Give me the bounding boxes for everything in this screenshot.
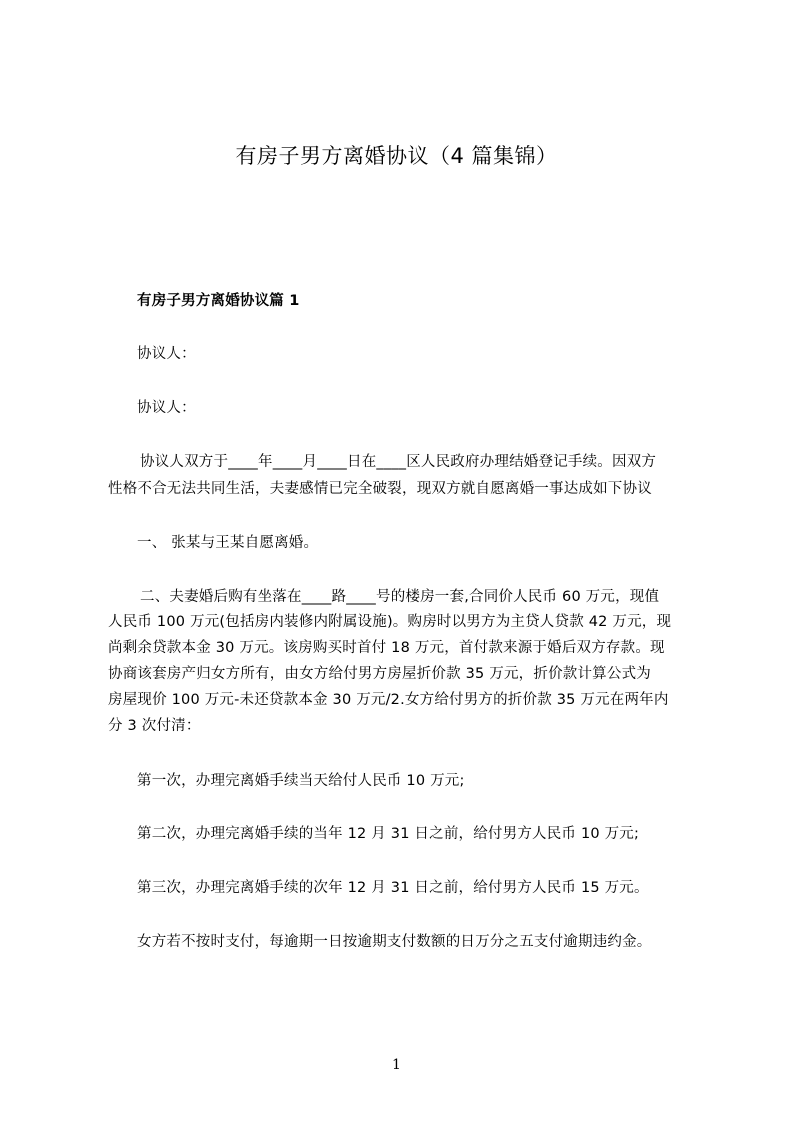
payment-1: 第一次，办理完离婚手续当天给付人民币 10 万元;: [137, 773, 465, 789]
page-number: 1: [392, 1057, 401, 1073]
clause-2-line: 房屋现价 100 万元-未还贷款本金 30 万元/2.女方给付男方的折价款 35 万元在两年内: [108, 692, 669, 708]
party-line-2: 协议人：: [137, 400, 196, 416]
clause-2-line: 协商该套房产归女方所有，由女方给付男方房屋折价款 35 万元，折价款计算公式为: [108, 666, 651, 682]
clause-2-line: 人民币 100 万元(包括房内装修内附属设施)。购房时以男方为主贷人贷款 42 万元，现: [108, 614, 672, 630]
section-heading: 有房子男方离婚协议篇 1: [137, 293, 300, 309]
clause-2-line: 尚剩余贷款本金 30 万元。该房购买时首付 18 万元，首付款来源于婚后双方存款。现: [108, 640, 665, 656]
clause-2-line: 二、夫妻婚后购有坐落在____路____号的楼房一套,合同价人民币 60 万元，现值: [140, 589, 660, 605]
payment-2: 第二次，办理完离婚手续的当年 12 月 31 日之前，给付男方人民币 10 万元;: [137, 826, 640, 842]
party-line-1: 协议人：: [137, 346, 196, 362]
document-title: 有房子男方离婚协议（4 篇集锦）: [235, 144, 558, 168]
clause-2-line: 分 3 次付清：: [108, 718, 201, 734]
intro-line: 性格不合无法共同生活，夫妻感情已完全破裂，现双方就自愿离婚一事达成如下协议: [108, 481, 652, 497]
payment-3: 第三次，办理完离婚手续的次年 12 月 31 日之前，给付男方人民币 15 万元。: [137, 880, 649, 896]
penalty-clause: 女方若不按时支付，每逾期一日按逾期支付数额的日万分之五支付逾期违约金。: [137, 934, 652, 950]
clause-1: 一、 张某与王某自愿离婚。: [137, 535, 319, 551]
intro-line: 协议人双方于____年____月____日在____区人民政府办理结婚登记手续。因双方: [140, 454, 657, 470]
